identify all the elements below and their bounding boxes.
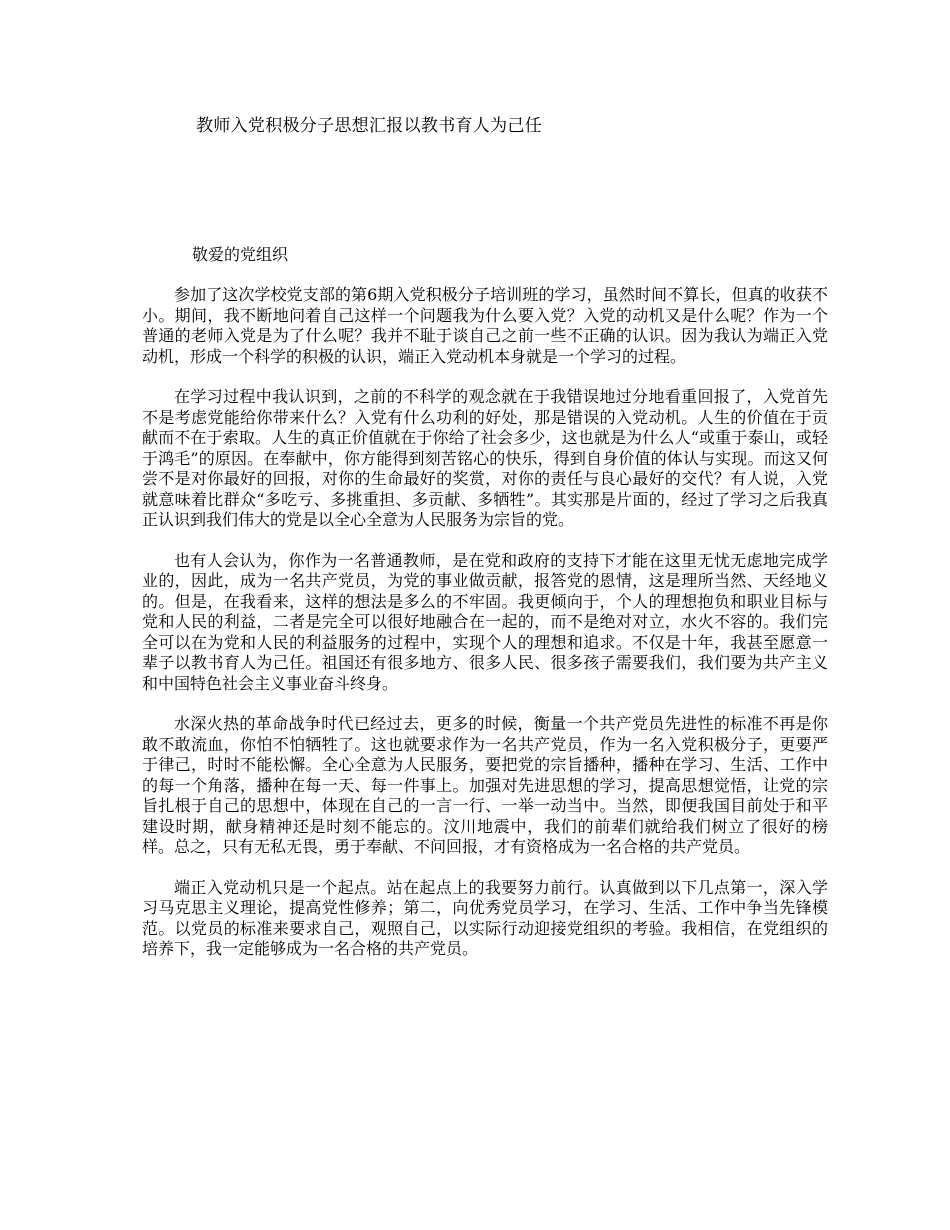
paragraph: 在学习过程中我认识到，之前的不科学的观念就在于我错误地过分地看重回报了，入党首先不是考虑党能给你带来什么？入党有什么功利的好处，那是错误的入党动机。人生的价值在于贡献而不在于索取。人生的真正价值就在于你给了社会多少，这也就是为什么人“或重于泰山，或轻于鸿毛”的原因。在奉献中，你方能得到刻苦铭心的快乐，得到自身价值的体认与实现。而这又何尝不是对你最好的回报，对你的生命最好的奖赏，对你的责任与良心最好的交代？有人说，入党就意味着比群众“多吃亏、多挑重担、多贡献、多牺牲”。其实那是片面的，经过了学习之后我真正认识到我们伟大的党是以全心全意为人民服务为宗旨的党。 [142,387,828,529]
document-title: 教师入党积极分子思想汇报以教书育人为己任 [196,116,542,136]
document-body [142,285,828,980]
paragraph: 端正入党动机只是一个起点。站在起点上的我要努力前行。认真做到以下几点第一，深入学习马克思主义理论，提高党性修养；第二，向优秀党员学习，在学习、生活、工作中争当先锋模范。以党员的标准来要求自己，观照自己，以实际行动迎接党组织的考验。我相信，在党组织的培养下，我一定能够成为一名合格的共产党员。 [142,877,828,958]
salutation: 敬爱的党组织 [192,245,289,264]
paragraph: 水深火热的革命战争时代已经过去，更多的时候，衡量一个共产党员先进性的标准不再是你敢不敢流血，你怕不怕牺牲了。这也就要求作为一名共产党员，作为一名入党积极分子，更要严于律己，时时不能松懈。全心全意为人民服务，要把党的宗旨播种，播种在学习、生活、工作中的每一个角落，播种在每一天、每一件事上。加强对先进思想的学习，提高思想觉悟，让党的宗旨扎根于自己的思想中，体现在自己的一言一行、一举一动当中。当然，即便我国目前处于和平建设时期，献身精神还是时刻不能忘的。汶川地震中，我们的前辈们就给我们树立了很好的榜样。总之，只有无私无畏，勇于奉献、不问回报，才有资格成为一名合格的共产党员。 [142,714,828,856]
paragraph: 参加了这次学校党支部的第6期入党积极分子培训班的学习，虽然时间不算长，但真的收获不小。期间，我不断地问着自己这样一个问题我为什么要入党？入党的动机又是什么呢？作为一个普通的老师入党是为了什么呢？我并不耻于谈自己之前一些不正确的认识。因为我认为端正入党动机，形成一个科学的积极的认识，端正入党动机本身就是一个学习的过程。 [142,285,828,366]
paragraph: 也有人会认为，你作为一名普通教师，是在党和政府的支持下才能在这里无忧无虑地完成学业的，因此，成为一名共产党员，为党的事业做贡献，报答党的恩情，这是理所当然、天经地义的。但是，在我看来，这样的想法是多么的不牢固。我更倾向于，个人的理想抱负和职业目标与党和人民的利益，二者是完全可以很好地融合在一起的，而不是绝对对立，水火不容的。我们完全可以在为党和人民的利益服务的过程中，实现个人的理想和追求。不仅是十年，我甚至愿意一辈子以教书育人为己任。祖国还有很多地方、很多人民、很多孩子需要我们，我们要为共产主义和中国特色社会主义事业奋斗终身。 [142,550,828,693]
